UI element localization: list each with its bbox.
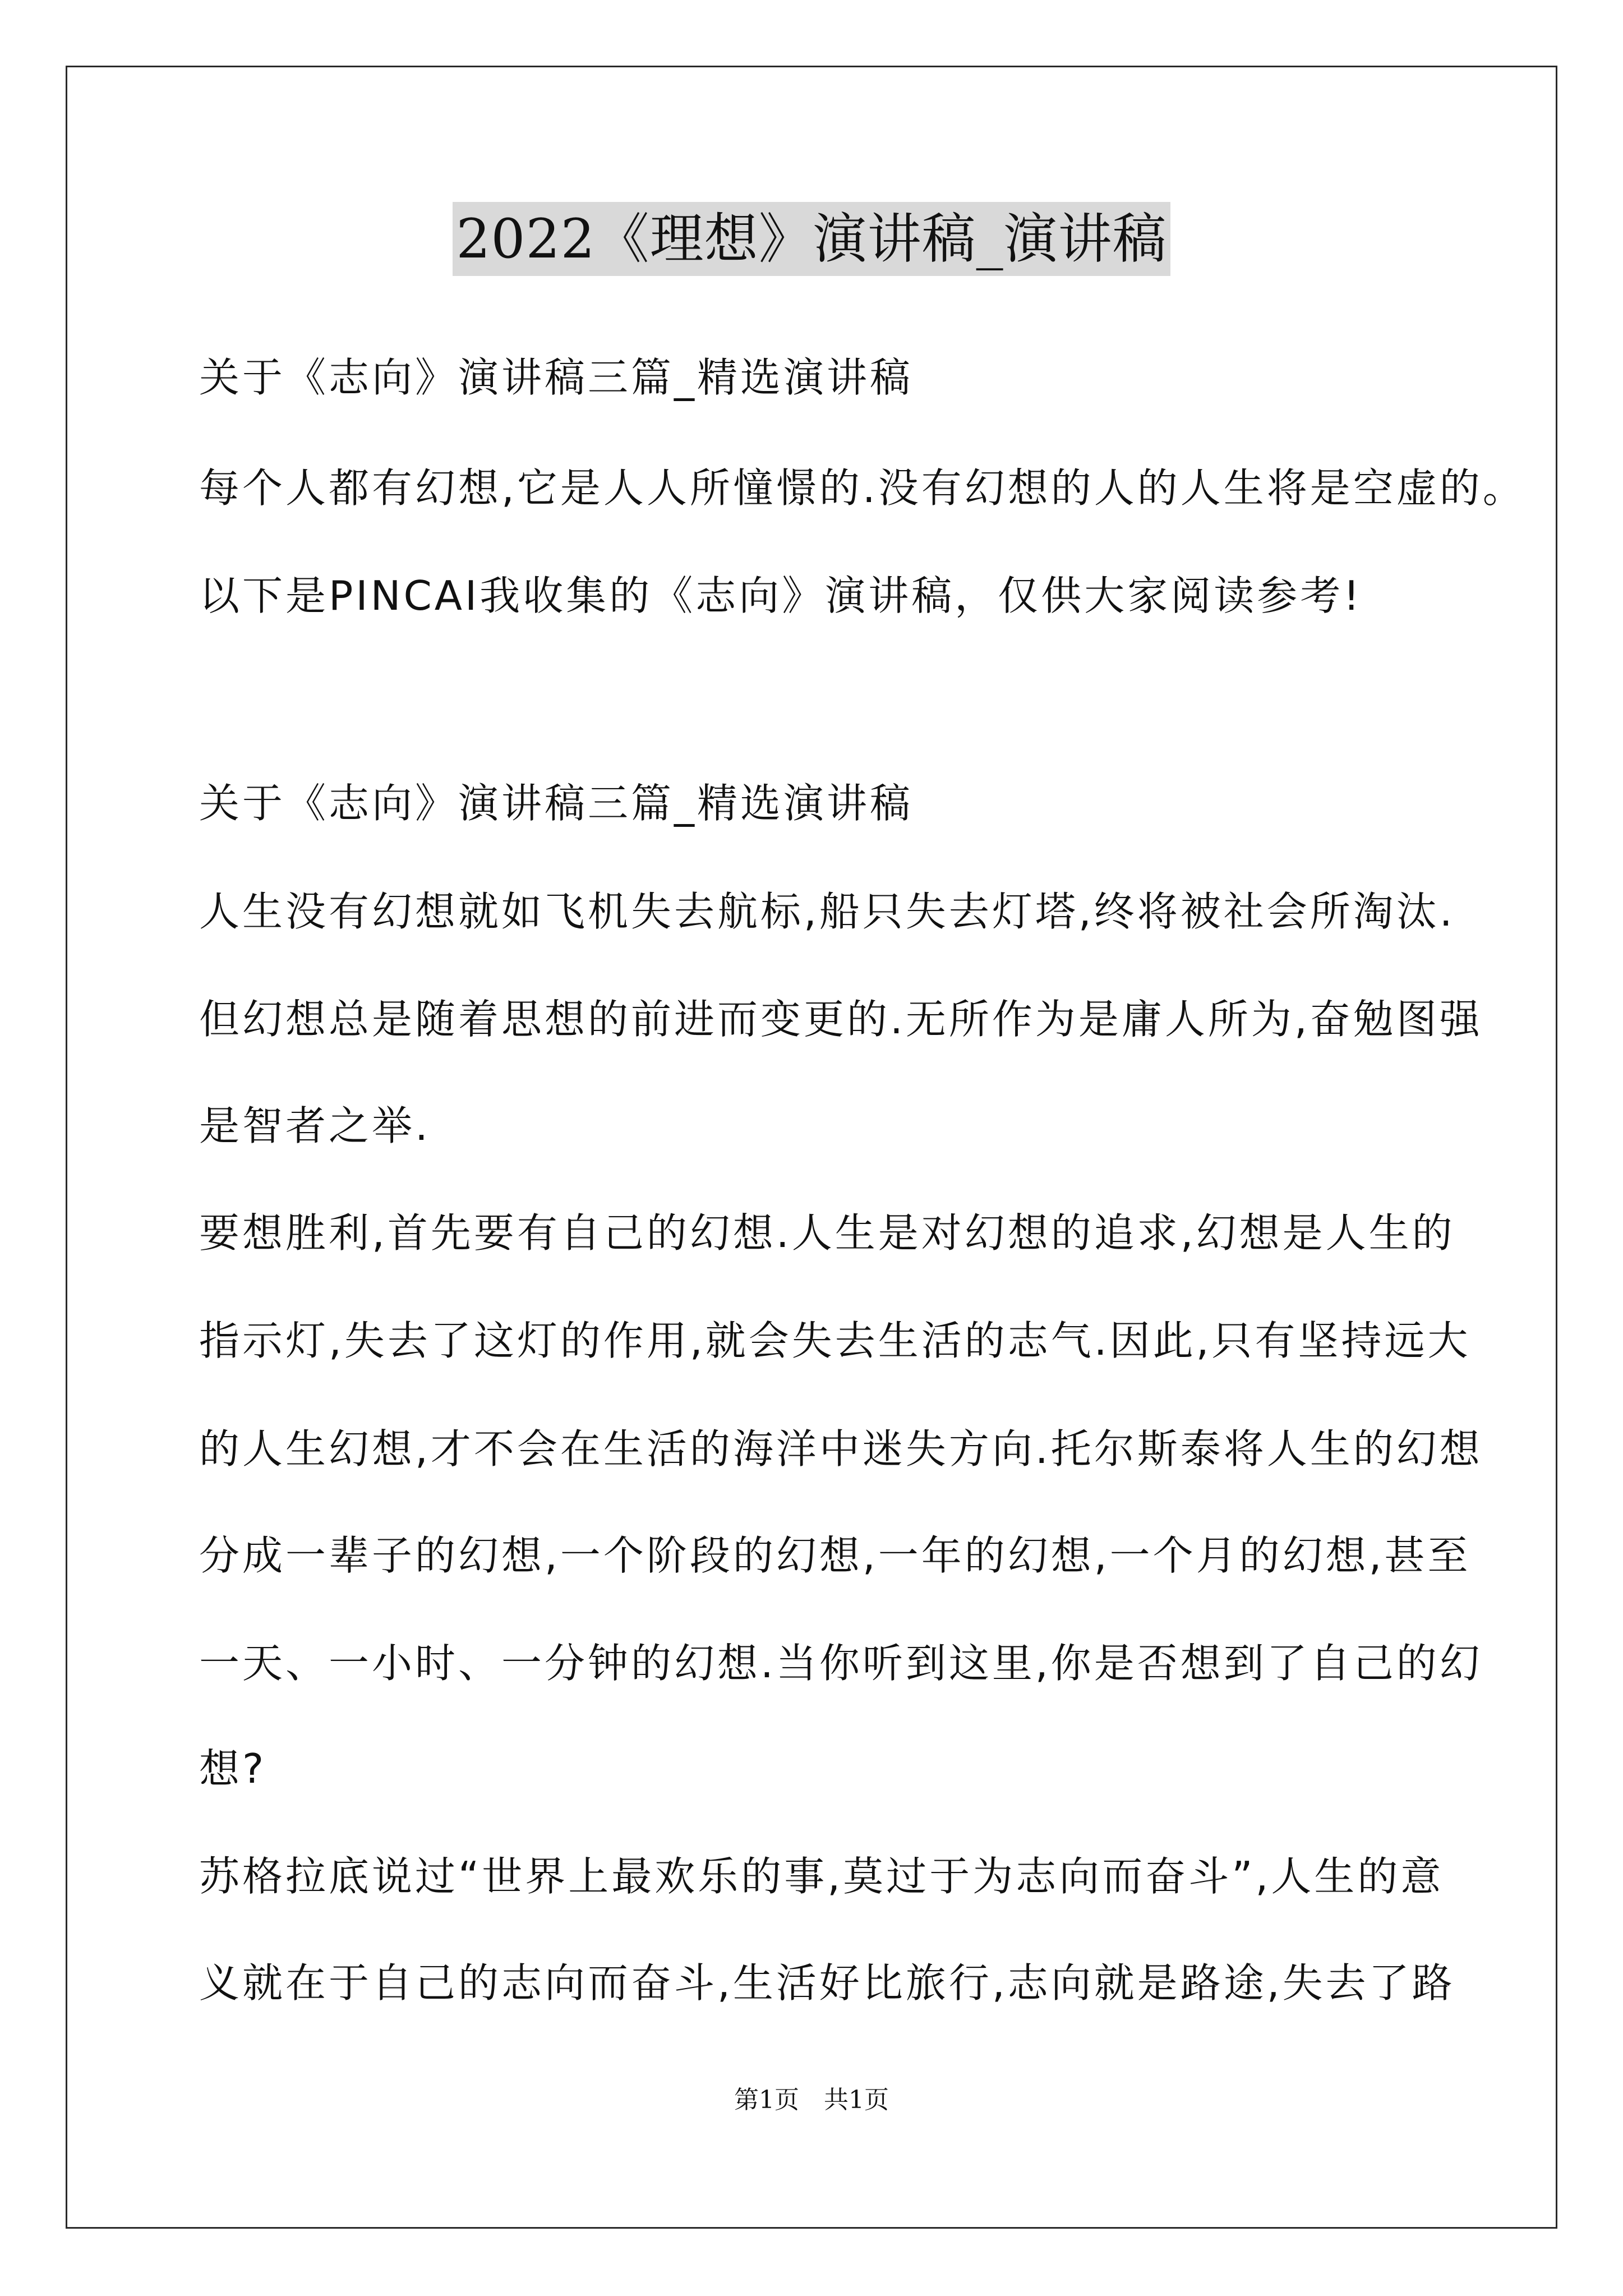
text-line-2: 每个人都有幻想,它是人人所憧憬的.没有幻想的人的人生将是空虚的。 bbox=[199, 464, 1526, 512]
text-line-4: 关于《志向》演讲稿三篇_精选演讲稿 bbox=[199, 780, 914, 827]
text-line-7: 是智者之举. bbox=[199, 1102, 431, 1149]
title-container bbox=[0, 202, 1623, 276]
text-line-15: 义就在于自己的志向而奋斗,生活好比旅行,志向就是路途,失去了路 bbox=[199, 1959, 1455, 2007]
text-line-14: 苏格拉底说过“世界上最欢乐的事,莫过于为志向而奋斗”,人生的意 bbox=[199, 1853, 1444, 1900]
document-title: 2022《理想》演讲稿_演讲稿 bbox=[453, 202, 1170, 276]
text-line-9: 指示灯,失去了这灯的作用,就会失去生活的志气.因此,只有坚持远大 bbox=[199, 1317, 1471, 1364]
text-line-1: 关于《志向》演讲稿三篇_精选演讲稿 bbox=[199, 354, 914, 401]
text-line-11: 分成一辈子的幻想,一个阶段的幻想,一年的幻想,一个月的幻想,甚至 bbox=[199, 1532, 1471, 1579]
text-line-10: 的人生幻想,才不会在生活的海洋中迷失方向.托尔斯泰将人生的幻想 bbox=[199, 1425, 1483, 1473]
text-line-3: 以下是PINCAI我收集的《志向》演讲稿，仅供大家阅读参考! bbox=[199, 572, 1363, 619]
page-footer: 第1页 共1页 bbox=[734, 2086, 889, 2114]
text-line-6: 但幻想总是随着思想的前进而变更的.无所作为是庸人所为,奋勉图强 bbox=[199, 996, 1483, 1043]
text-line-12: 一天、一小时、一分钟的幻想.当你听到这里,你是否想到了自己的幻 bbox=[199, 1640, 1483, 1687]
text-line-8: 要想胜利,首先要有自己的幻想.人生是对幻想的追求,幻想是人生的 bbox=[199, 1209, 1455, 1257]
text-line-5: 人生没有幻想就如飞机失去航标,船只失去灯塔,终将被社会所淘汰. bbox=[199, 888, 1455, 935]
text-line-13: 想? bbox=[199, 1745, 267, 1792]
